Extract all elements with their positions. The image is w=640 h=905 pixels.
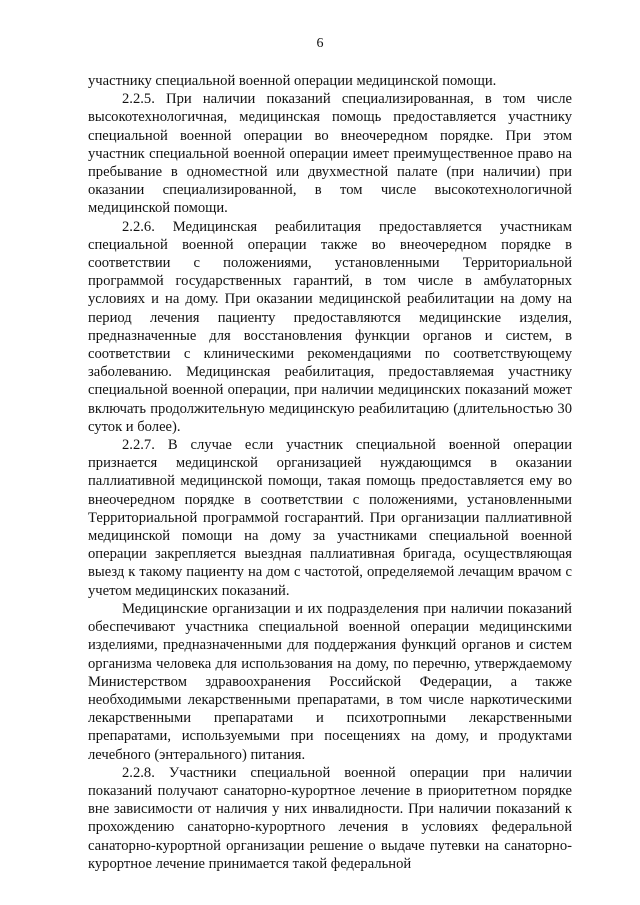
paragraph-2-2-6: 2.2.6. Медицинская реабилитация предоставляется участникам специальной военной операции также во внеочередном порядке в соответствии с положениями, установленными Территориальной программой государственных гарантий, в том числе в амбулаторных условиях и на дому. При оказании медицинской реабилитации на дому на период лечения пациенту предоставляются медицинские изделия, предназначенные для восстановления функции органов и систем, в соответствии с клиническими рекомендациями по соответствующему заболеванию. Медицинская реабилитация, предоставляемая участнику специальной военной операции, при наличии медицинских показаний может включать продолжительную медицинскую реабилитацию (длительностью 30 суток и более). [88, 218, 572, 435]
paragraph-medical-organizations: Медицинские организации и их подразделения при наличии показаний обеспечивают участника специальной военной операции медицинскими изделиями, предназначенными для поддержания функций органов и систем организма человека для использования на дому, по перечню, утверждаемому Министерством здравоохранения Российской Федерации, а также необходимыми лекарственными препаратами, в том числе наркотическими лекарственными препаратами и психотропными лекарственными препаратами, используемыми при посещениях на дому, и продуктами лечебного (энтерального) питания. [88, 600, 572, 763]
paragraph-continuation: участнику специальной военной операции медицинской помощи. [88, 73, 497, 89]
paragraph-2-2-5: 2.2.5. При наличии показаний специализированная, в том числе высокотехнологичная, медицинская помощь предоставляется участнику специальной военной операции во внеочередном порядке. При этом участник специальной военной операции имеет преимущественное право на пребывание в одноместной или двухместной палате (при наличии) при оказании специализированной, в том числе высокотехнологичной медицинской помощи. [88, 91, 572, 217]
paragraph-2-2-8: 2.2.8. Участники специальной военной операции при наличии показаний получают санаторно-курортное лечение в приоритетном порядке вне зависимости от наличия у них инвалидности. При наличии показаний к прохождению санаторно-курортного лечения в условиях федеральной санаторно-курортной организации решение о выдаче путевки на санаторно-курортное лечение принимается такой федеральной [88, 764, 572, 872]
paragraph-2-2-7: 2.2.7. В случае если участник специальной военной операции признается медицинской организацией нуждающимся в оказании паллиативной медицинской помощи, такая помощь предоставляется ему во внеочередном порядке в соответствии с положениями, установленными Территориальной программой госгарантий. При организации паллиативной медицинской помощи на дому за участниками специальной военной операции закрепляется выездная паллиативная бригада, осуществляющая выезд к такому пациенту на дом с частотой, определяемой лечащим врачом с учетом медицинских показаний. [88, 437, 572, 599]
body-text [88, 72, 572, 873]
page-number: 6 [316, 36, 324, 51]
